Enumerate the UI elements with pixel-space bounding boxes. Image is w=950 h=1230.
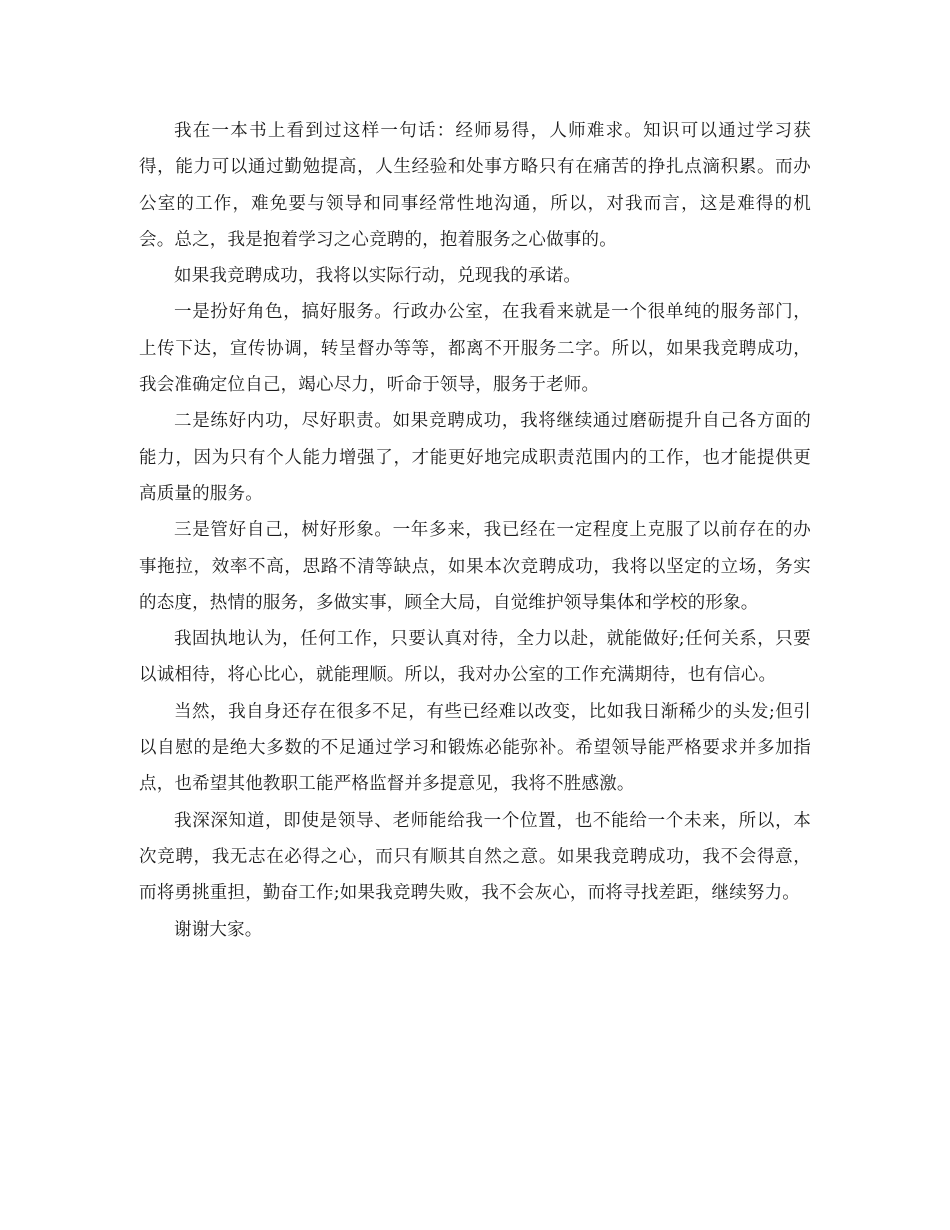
paragraph-3: 一是扮好角色，搞好服务。行政办公室，在我看来就是一个很单纯的服务部门，上传下达，宣传协调，转呈督办等等，都离不开服务二字。所以，如果我竞聘成功，我会准确定位自己，竭心尽力，听命于领导，服务于老师。 bbox=[139, 302, 811, 396]
paragraph-8: 我深深知道，即使是领导、老师能给我一个位置，也不能给一个未来，所以，本次竞聘，我无志在必得之心，而只有顺其自然之意。如果我竞聘成功，我不会得意，而将勇挑重担，勤奋工作;如果我竞聘失败，我不会灰心，而将寻找差距，继续努力。 bbox=[139, 810, 811, 904]
document-body bbox=[139, 113, 811, 948]
paragraph-4: 二是练好内功，尽好职责。如果竞聘成功，我将继续通过磨砺提升自己各方面的能力，因为只有个人能力增强了，才能更好地完成职责范围内的工作，也才能提供更高质量的服务。 bbox=[139, 411, 811, 504]
paragraph-2: 如果我竞聘成功，我将以实际行动，兑现我的承诺。 bbox=[174, 266, 582, 287]
paragraph-6: 我固执地认为，任何工作，只要认真对待，全力以赴，就能做好;任何关系，只要以诚相待，将心比心，就能理顺。所以，我对办公室的工作充满期待，也有信心。 bbox=[139, 629, 811, 686]
paragraph-1: 我在一本书上看到过这样一句话：经师易得，人师难求。知识可以通过学习获得，能力可以通过勤勉提高，人生经验和处事方略只有在痛苦的挣扎点滴积累。而办公室的工作，难免要与领导和同事经常性地沟通，所以，对我而言，这是难得的机会。总之，我是抱着学习之心竞聘的，抱着服务之心做事的。 bbox=[139, 121, 811, 250]
paragraph-5: 三是管好自己，树好形象。一年多来，我已经在一定程度上克服了以前存在的办事拖拉，效率不高，思路不清等缺点，如果本次竞聘成功，我将以坚定的立场，务实的态度，热情的服务，多做实事，顾全大局，自觉维护领导集体和学校的形象。 bbox=[139, 520, 811, 613]
paragraph-closing: 谢谢大家。 bbox=[174, 919, 263, 940]
paragraph-7: 当然，我自身还存在很多不足，有些已经难以改变，比如我日渐稀少的头发;但引以自慰的是绝大多数的不足通过学习和锻炼必能弥补。希望领导能严格要求并多加指点，也希望其他教职工能严格监督并多提意见，我将不胜感激。 bbox=[139, 701, 811, 795]
